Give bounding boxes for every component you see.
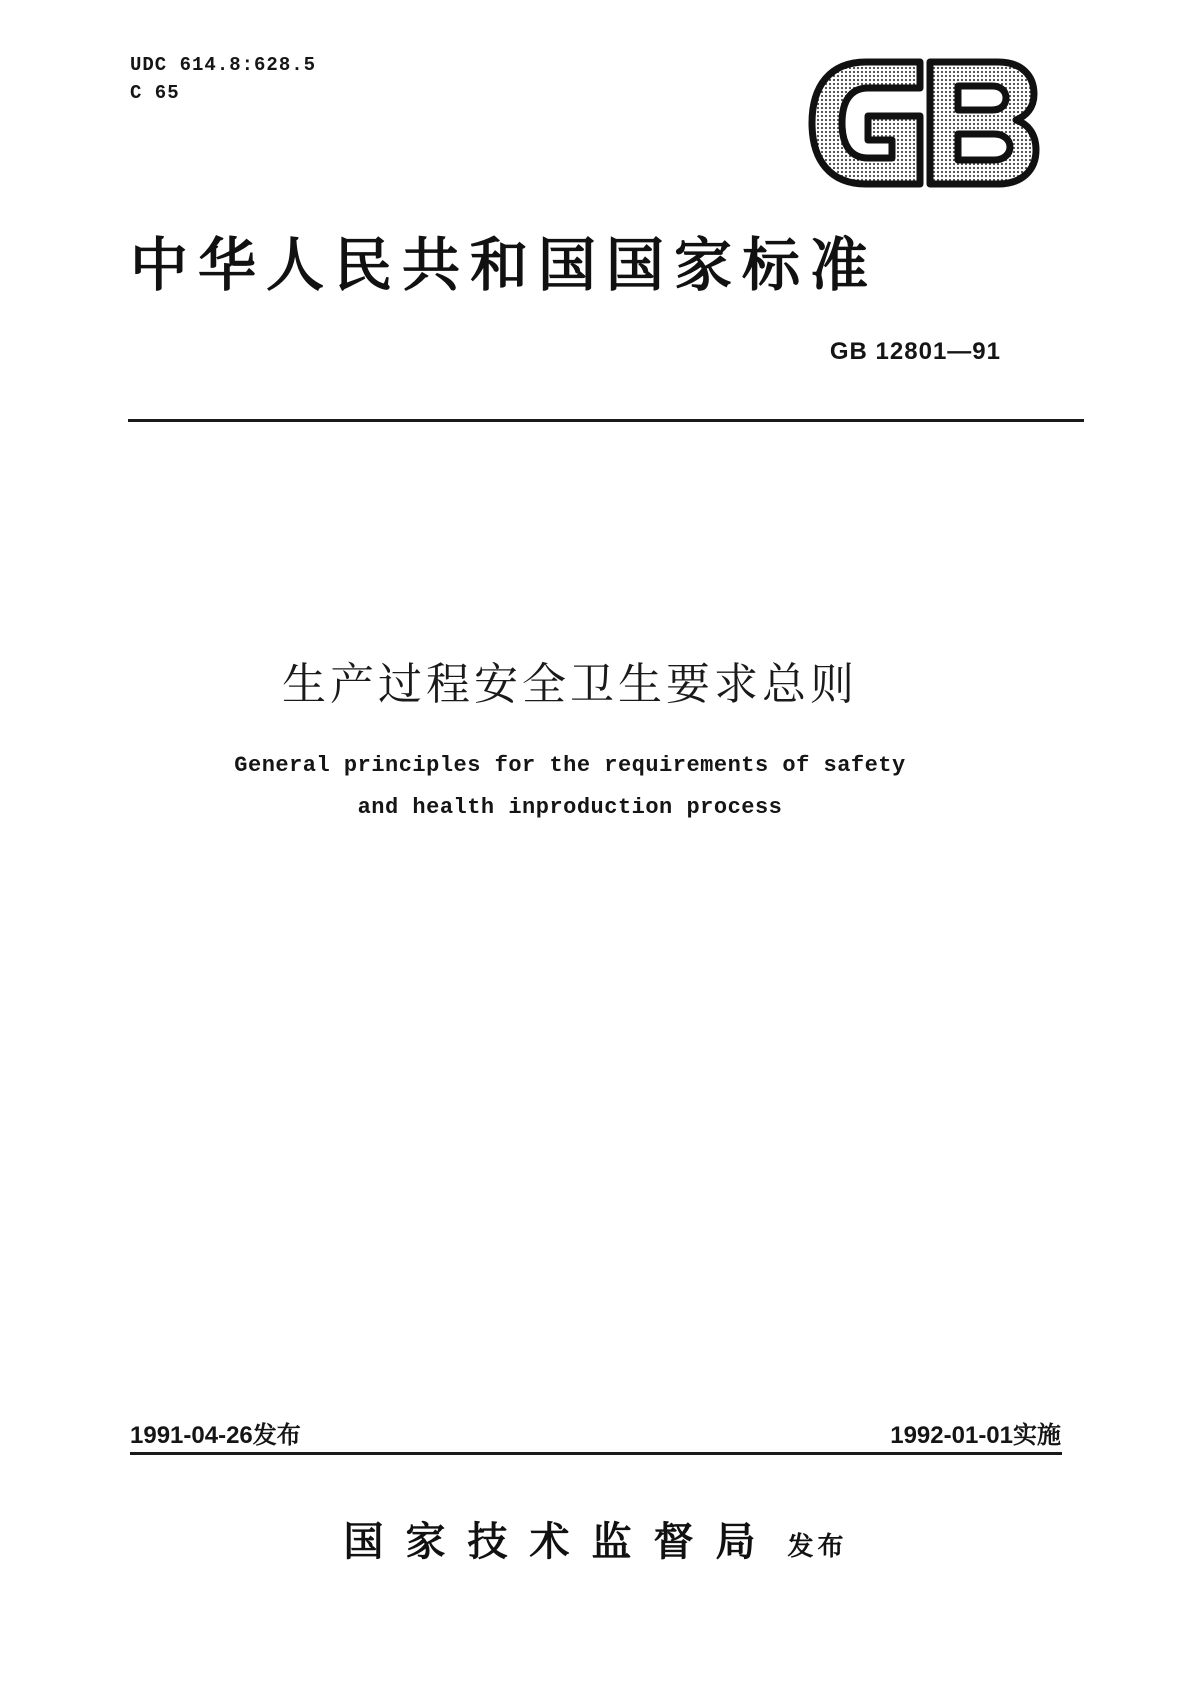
implementation-date: 1992-01-01实施	[890, 1422, 1061, 1449]
publish-label: 发布	[787, 1532, 848, 1562]
classification-code: C 65	[130, 82, 180, 104]
country-standard-title: 中华人民共和国国家标准	[130, 231, 879, 299]
issue-date: 1991-04-26发布	[130, 1422, 301, 1449]
top-divider	[128, 419, 1084, 422]
publisher-line	[0, 1510, 1191, 1567]
publisher-organization: 国家技术监督局	[343, 1518, 778, 1565]
english-title-line-2: and health inproduction process	[357, 795, 783, 820]
english-title-line-1: General principles for the requirements of safety	[234, 753, 906, 778]
bottom-divider	[130, 1452, 1062, 1455]
gb-logo	[808, 58, 1040, 188]
chinese-title: 生产过程安全卫生要求总则	[282, 659, 858, 710]
udc-code: UDC 614.8:628.5	[130, 54, 317, 76]
standard-number: GB 12801—91	[829, 338, 1001, 365]
